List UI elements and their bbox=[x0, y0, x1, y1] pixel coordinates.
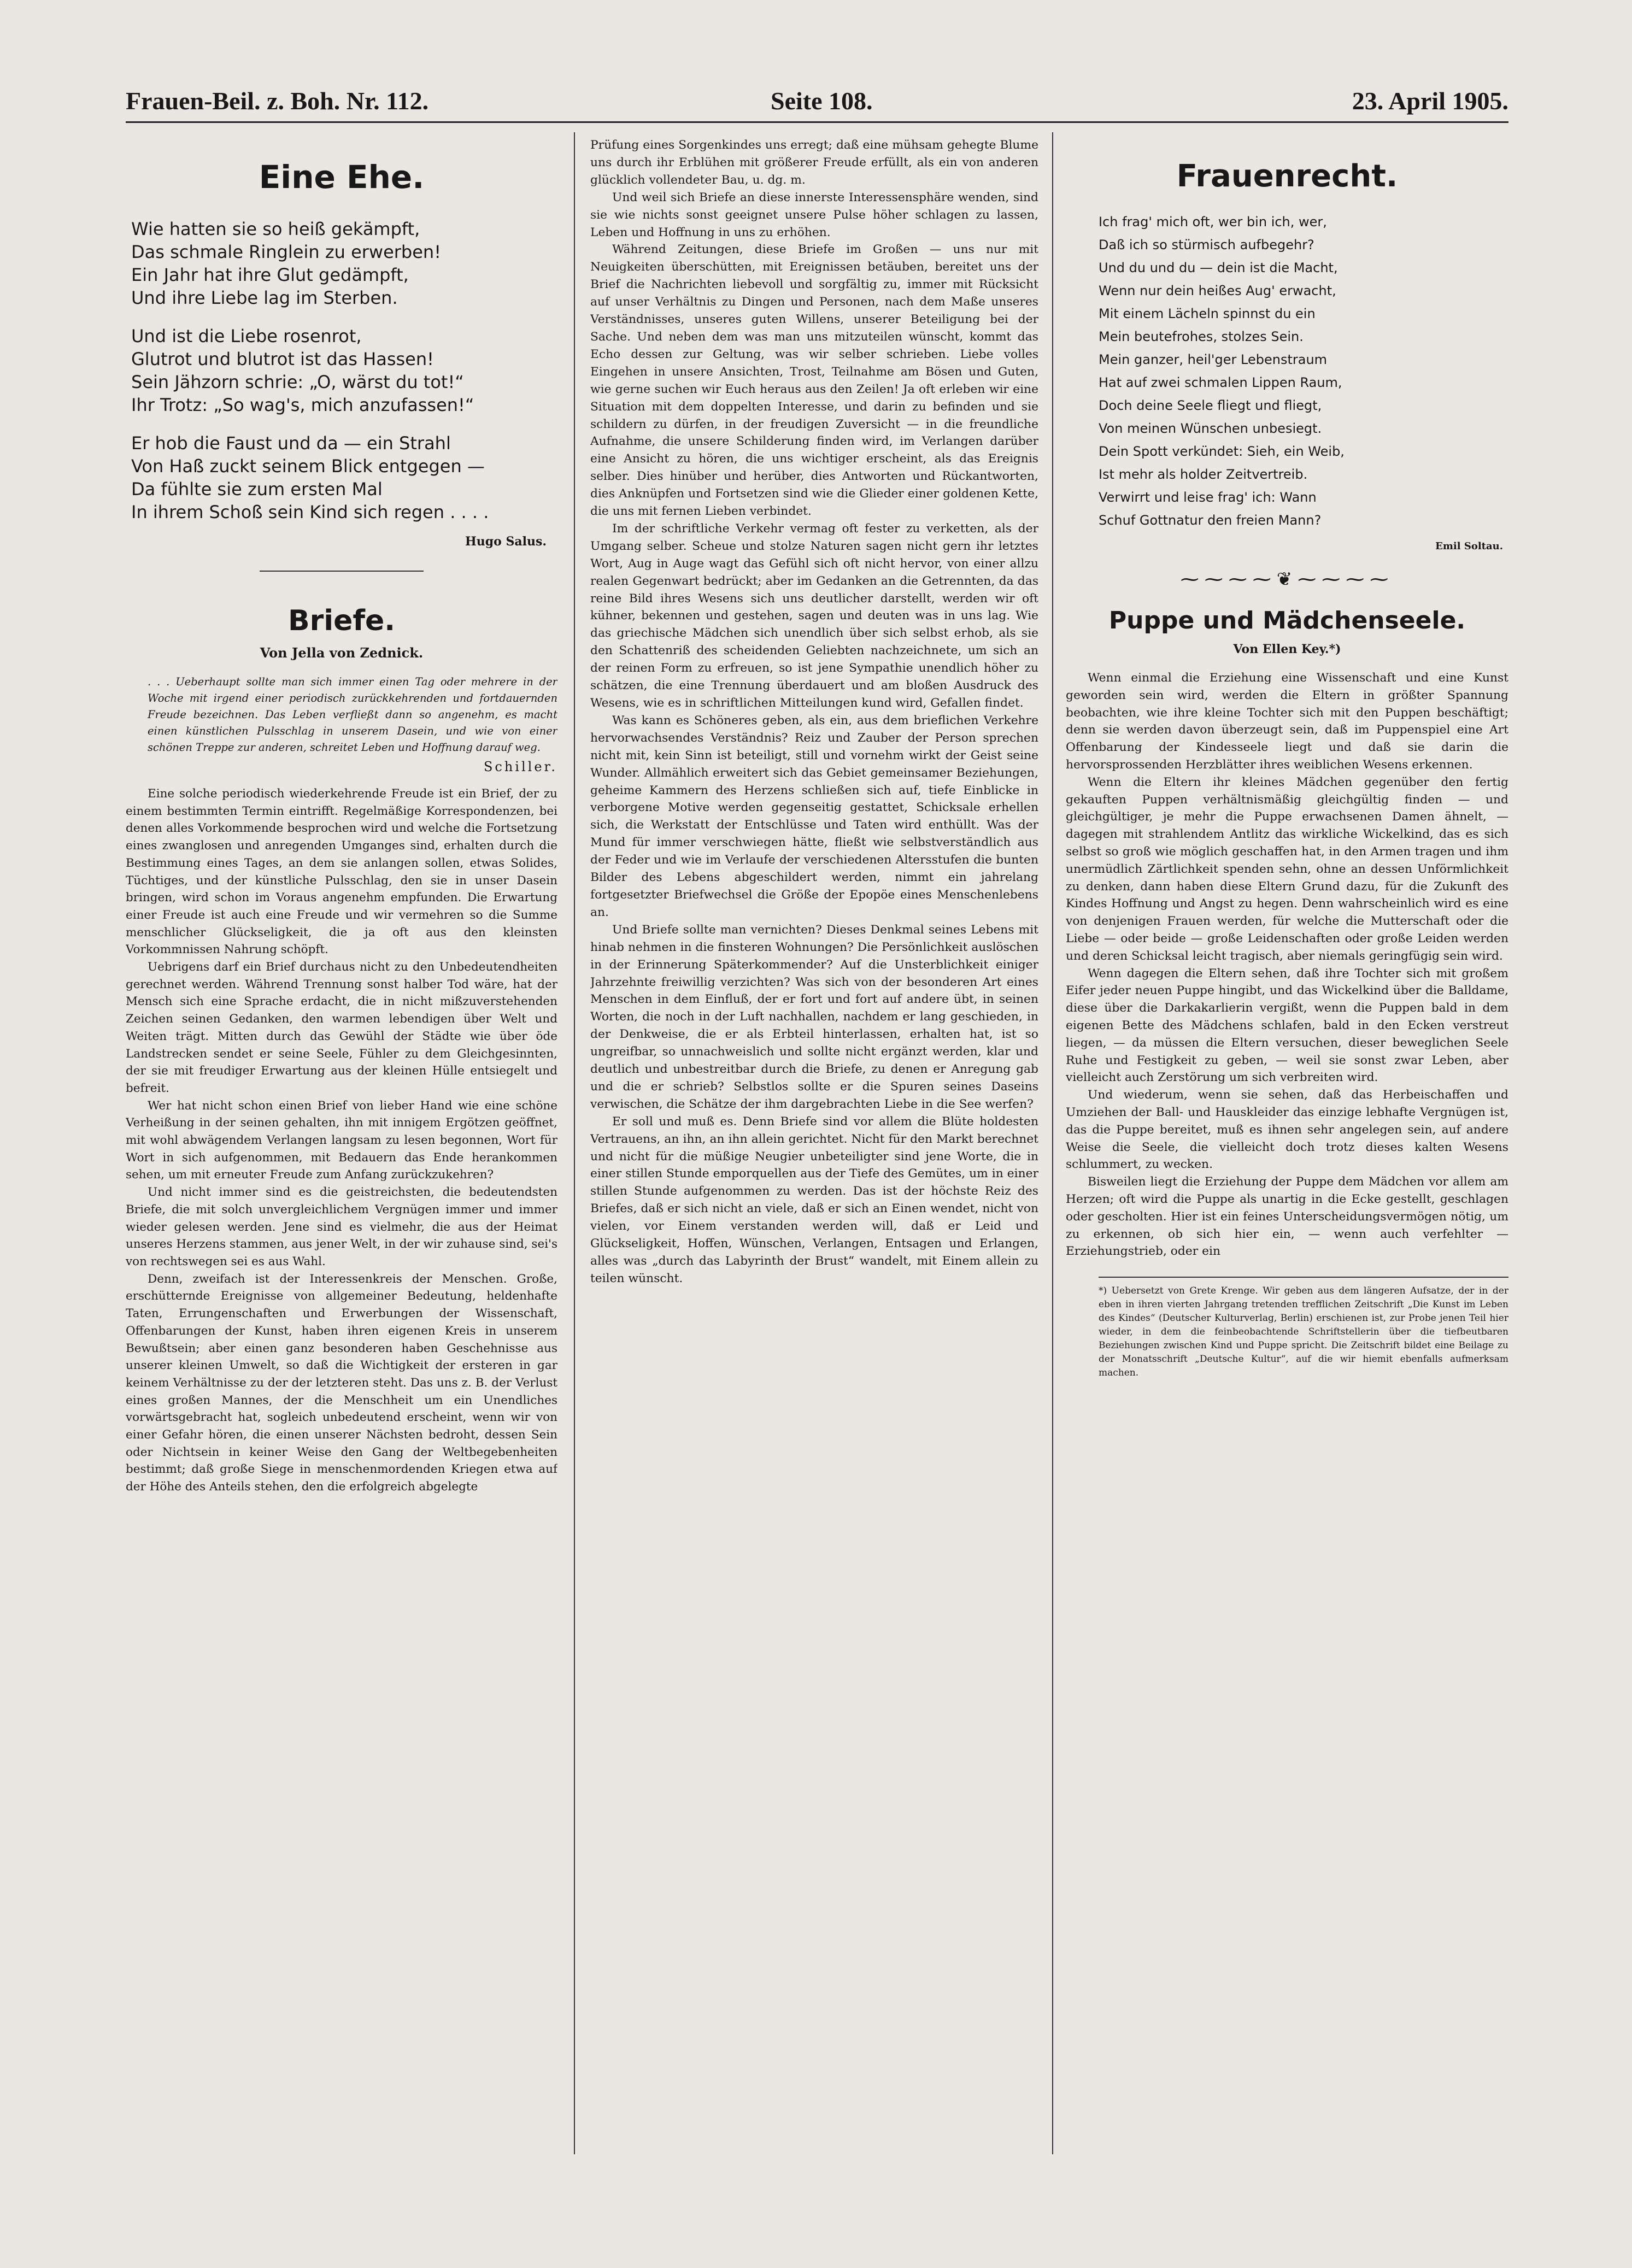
paragraph: Uebrigens darf ein Brief durchaus nicht zu den Unbedeutendheiten gerechnet werden. Während Trennung sonst halber Tod wäre, hat der Mensch sich eine Sprache erdacht, die in nicht mißzuverstehenden Zeichen seinen Gedanken, den warmen lebendigen über Welt und Weiten trägt. Mitten durch das Gewühl der Städte wie über öde Landstrecken sendet er seine Seele, Fühler zu dem Gleichgesinnten, der sie mit freudiger Erwartung aus der kleinen Hülle entsiegelt und befreit. bbox=[126, 960, 557, 1095]
paragraph: Wer hat nicht schon einen Brief von lieber Hand wie eine schöne Verheißung in der seinen gehalten, ihn mit innigem Ergötzen geöffnet, mit wohl abwägendem Verlangen langsam zu lesen begonnen, Wort für Wort in sich aufgenommen, mit Bedauern das Ende herankommen sehen, um mit erneuter Freude zum Anfang zurückzukehren? bbox=[126, 1098, 557, 1182]
poem-line: Wenn nur dein heißes Aug' erwacht, bbox=[1099, 283, 1336, 298]
essay-title-puppe: Puppe und Mädchenseele. bbox=[1108, 607, 1466, 634]
header-date: 23. April 1905. bbox=[1352, 87, 1508, 115]
paragraph: Und wiederum, wenn sie sehen, daß das Herbeischaffen und Umziehen der Ball- und Hauskleider das einzige lebhafte Vergnügen ist, das die Puppe bereitet, muß es ihnen sehr angelegen sein, auf andere Weise die Seele, die vielleicht doch trotz dieses kalten Wesens schlummert, zu wecken. bbox=[1066, 1088, 1508, 1172]
header-issue: Frauen-Beil. z. Boh. Nr. 112. bbox=[126, 87, 429, 115]
paragraph: Wenn einmal die Erziehung eine Wissenschaft und eine Kunst geworden sein wird, werden die Eltern in größter Spannung beobachten, wie ihre kleine Tochter sich mit den Puppen beschäftigt; denn sie werden davon überzeugt sein, daß im Puppenspiel eine Art Offenbarung der Kindesseele liegt und daß sie darin die hervorsprossenden Herzblätter ihres weiblichen Wesens erkennen. bbox=[1066, 671, 1508, 772]
paragraph: Denn, zweifach ist der Interessenkreis der Menschen. Große, erschütternde Ereignisse von allgemeiner Bedeutung, heldenhafte Taten, Errungenschaften und Erwerbungen der Wissenschaft, Offenbarungen der Kunst, haben ihren eigenen Kreis in unserem Bewußtsein; aber einen ganz besonderen haben Geschehnisse aus unserer kleinen Umwelt, so daß die Wichtigkeit der ersteren in gar keinem Verhältnisse zu der der letzteren steht. Das uns z. B. der Verlust eines großen Mannes, der die Menschheit um ein Unendliches vorwärtsgebracht hat, sogleich unbedeutend erscheint, wenn wir von einer Gefahr hören, die einen unserer Nächsten bedroht, dessen Sein oder Nichtsein in keiner Weise den Gang der Weltbegebenheiten bestimmt; daß große Siege in menschenmordenden Kriegen etwa auf der Höhe des Anteils stehen, den die erfolgreich abgelegte bbox=[126, 1272, 557, 1494]
essay-body-col2 bbox=[590, 137, 1038, 1288]
poem-line: Und ihre Liebe lag im Sterben. bbox=[131, 287, 398, 308]
column-3 bbox=[1066, 137, 1508, 2170]
poem-line: Doch deine Seele fliegt und fliegt, bbox=[1099, 398, 1322, 413]
poem-line: Ist mehr als holder Zeitvertreib. bbox=[1099, 467, 1308, 482]
poem-line: Von meinen Wünschen unbesiegt. bbox=[1099, 421, 1322, 436]
poem-line: Und du und du — dein ist die Macht, bbox=[1099, 260, 1338, 275]
essay-body-col1 bbox=[126, 785, 557, 1496]
poem-title-frauenrecht: Frauenrecht. bbox=[1176, 158, 1398, 194]
poem-author: Emil Soltau. bbox=[1435, 540, 1503, 552]
poem-line: Dein Spott verkündet: Sieh, ein Weib, bbox=[1099, 444, 1345, 459]
essay-byline: Von Jella von Zednick. bbox=[260, 645, 424, 661]
poem-line: Ich frag' mich oft, wer bin ich, wer, bbox=[1099, 214, 1327, 230]
poem-line: Mein ganzer, heil'ger Lebenstraum bbox=[1099, 352, 1328, 367]
paragraph: Und Briefe sollte man vernichten? Dieses Denkmal seines Lebens mit hinab nehmen in die finsteren Wohnungen? Die Persönlichkeit auslöschen in der Erinnerung Späterkommender? Auf die Unsterblichkeit einiger Jahrzehnte freiwillig verzichten? Was sich von der besonderen Art eines Menschen in dem Einfluß, der er fort und fort auf andere übt, in seinen Worten, die noch in der Luft nachhallen, nachdem er lang geschieden, in der Denkweise, die er als Erbteil hinterlassen, erhalten hat, ist so ungreifbar, so unnachweislich und sollte nicht ergänzt werden, klar und deutlich und unbestreitbar durch die Briefe, zu denen er Anregung gab und die er schrieb? Selbstlos sollte er die Spuren seines Daseins verwischen, die Schätze der ihm dargebrachten Liebe in die See werfen? bbox=[590, 923, 1038, 1111]
header-rule bbox=[126, 121, 1508, 123]
poem-title-eine-ehe: Eine Ehe. bbox=[259, 158, 425, 196]
poem-line: Schuf Gottnatur den freien Mann? bbox=[1099, 513, 1322, 528]
poem-line: Das schmale Ringlein zu erwerben! bbox=[131, 242, 442, 262]
paragraph: Er soll und muß es. Denn Briefe sind vor allem die Blüte holdesten Vertrauens, an ihn, an ihn allein gerichtet. Nicht für den Markt berechnet und nicht für die müßige Neugier unbeteiligter sind jene Worte, die in einer stillen Stunde emporquellen aus der Tiefe des Gemütes, um in einer stillen Stunde aufgenommen zu werden. Das ist der höchste Reiz des Briefes, daß er sich nicht an viele, daß er sich an Einen wendet, nicht von vielen, vor Einem verstanden werden will, daß er Leid und Glückseligkeit, Hoffen, Wünschen, Verlangen, Entsagen und Erlangen, alles was „durch das Labyrinth der Brust“ wandelt, mit Einem allein zu teilen wünscht. bbox=[590, 1114, 1038, 1285]
column-2 bbox=[590, 137, 1038, 2170]
motto-quote: . . . Ueberhaupt sollte man sich immer einen Tag oder mehrere in der Woche mit irgend einer periodisch zurückkehrenden und fortdauernden Freude bezeichnen. Das Leben verfließt dann so angenehm, es macht einen künstlichen Pulsschlag in unserem Dasein, und wie von einer schönen Treppe zur anderen, schreitet Leben und Hoffnung darauf weg. bbox=[148, 675, 557, 754]
newspaper-page bbox=[126, 82, 1508, 2191]
column-rule-1 bbox=[574, 132, 575, 2154]
ornament-divider: ⁓⁓⁓⁓❦⁓⁓⁓⁓ bbox=[1180, 568, 1394, 590]
poem-line: Er hob die Faust und da — ein Strahl bbox=[131, 433, 451, 454]
paragraph: Eine solche periodisch wiederkehrende Freude ist ein Brief, der zu einem bestimmten Termin eintrifft. Regelmäßige Korrespondenzen, bei denen alles Vorkommende besprochen wird und welche die Fortsetzung eines zwanglosen und anregenden Umganges sind, erhalten durch die Bestimmung eines Tages, an dem sie anlangen sollen, etwas Solides, Tüchtiges, und der künstliche Pulsschlag, den sie in unser Dasein bringen, wird schon im Voraus angenehm empfunden. Die Erwartung einer Freude ist auch eine Freude und wir vermehren so die Summe menschlicher Glückseligkeit, die ja oft aus den kleinsten Vorkommnissen Nahrung schöpft. bbox=[126, 787, 557, 957]
paragraph: Wenn die Eltern ihr kleines Mädchen gegenüber den fertig gekauften Puppen verhältnismäßig gleichgültig finden — und gleichgültiger, je mehr die Puppe erwachsenen Damen ähnelt, — dagegen mit strahlendem Antlitz das wirkliche Wickelkind, das es sich selbst so groß wie möglich geschaffen hat, in den Armen tragen und ihm unermüdlich Zärtlichkeit spenden sehn, ohne an dessen Unförmlichkeit zu denken, dann haben diese Eltern Grund dazu, für die Zukunft des Kindes Hoffnung und Angst zu hegen. Denn wahrscheinlich wird es eine von denjenigen Frauen werden, für welche die Mutterschaft oder die Liebe — oder beide — große Leidenschaften oder große Leiden werden und deren Schicksal leicht tragisch, aber niemals geringfügig sein wird. bbox=[1066, 775, 1508, 963]
poem-line: Ihr Trotz: „So wag's, mich anzufassen!“ bbox=[131, 395, 474, 415]
poem-eine-ehe bbox=[126, 218, 557, 524]
paragraph: Während Zeitungen, diese Briefe im Großen — uns nur mit Neuigkeiten überschütten, mit Ereignissen betäuben, bereitet uns der Brief die Nachrichten liebevoll und sorgfältig zu, immer mit Rücksicht auf unser Verhältnis zu Dingen und Personen, nach dem Maße unseres Verständnisses, unseres guten Willens, unserer Beteiligung bei der Sache. Und neben dem was man uns mitzuteilen wünscht, kommt das Echo dessen zur Geltung, was wir selber schrieben. Liebe volles Eingehen in unsere Ansichten, Trost, Teilnahme am Bösen und Guten, wie gerne suchen wir Euch heraus aus den Zeilen! Ja oft erleben wir eine Situation mit dem doppelten Interesse, und darin zu befinden und sie schildern zu dürfen, in der freudigen Zuversicht — in die freundliche Aufnahme, die unsere Schilderung finden wird, im Verlangen darüber eine Ansicht zu hören, die uns wichtiger erscheint, als das Ereignis selber. Dies hinüber und herüber, dies Antworten und Rückantworten, dies Anknüpfen und Fortsetzen sind wie die Glieder einer goldenen Kette, die uns mit fernen Lieben verbindet. bbox=[590, 243, 1038, 519]
footnote: *) Uebersetzt von Grete Krenge. Wir geben aus dem längeren Aufsatze, der in der eben in ihren vierten Jahrgang tretenden trefflichen Zeitschrift „Die Kunst im Leben des Kindes“ (Deutscher Kulturverlag, Berlin) erschienen ist, zur Probe jenen Teil hier wieder, in dem die feinbeobachtende Schriftstellerin über die tiefbeutbaren Beziehungen zwischen Kind und Puppe spricht. Die Zeitschrift bildet eine Beilage zu der Monatsschrift „Deutsche Kultur“, auf die wir hiemit ebenfalls aufmerksam machen. bbox=[1099, 1277, 1508, 1380]
poem-line: Und ist die Liebe rosenrot, bbox=[131, 326, 362, 346]
poem-line: Mein beutefrohes, stolzes Sein. bbox=[1099, 329, 1304, 344]
essay-byline: Von Ellen Key.*) bbox=[1233, 642, 1341, 656]
paragraph: Und weil sich Briefe an diese innerste Interessensphäre wenden, sind sie wie nichts sonst geeignet unsere Pulse höher schlagen zu lassen, Leben und Hoffnung in uns zu erhöhen. bbox=[590, 190, 1038, 239]
poem-line: Wie hatten sie so heiß gekämpft, bbox=[131, 219, 420, 239]
essay-body-col3 bbox=[1066, 669, 1508, 1260]
essay-title-briefe: Briefe. bbox=[287, 604, 395, 637]
poem-line: In ihrem Schoß sein Kind sich regen . . . . bbox=[131, 502, 489, 522]
poem-author: Hugo Salus. bbox=[465, 534, 547, 549]
poem-line: Glutrot und blutrot ist das Hassen! bbox=[131, 349, 434, 369]
motto-author: Schiller. bbox=[483, 759, 557, 774]
header-page-number: Seite 108. bbox=[771, 87, 873, 115]
paragraph: Prüfung eines Sorgenkindes uns erregt; daß eine mühsam gehegte Blume uns durch ihr Erblühen mit größerer Freude erfüllt, als ein von anderen glücklich vollendeter Bau, u. dg. m. bbox=[590, 138, 1038, 187]
poem-line: Da fühlte sie zum ersten Mal bbox=[131, 479, 383, 500]
paragraph: Was kann es Schöneres geben, als ein, aus dem brieflichen Verkehre hervorwachsendes Verständnis? Reiz und Zauber der Person sprechen nicht mit, kein Sinn ist beteiligt, still und vornehm wirkt der Geist seine Wunder. Allmählich erweitert sich das Gebiet gemeinsamer Beziehungen, geheime Kammern des Herzens schließen sich auf, tiefe Einblicke in verborgene Motive werden gegenseitig gestattet, Schicksale erhellen sich, die Werkstatt der Entschlüsse und Taten wird enthüllt. Was der Mund für immer verschwiegen hätte, fließt wie selbstverständlich aus der Feder und wie im Verlaufe der verschiedenen Altersstufen die bunten Bilder des Lebens abgeschildert werden, nimmt ein jahrelang fortgesetzter Briefwechsel die Größe der Epopöe eines Menschenlebens an. bbox=[590, 713, 1038, 919]
paragraph: Und nicht immer sind es die geistreichsten, die bedeutendsten Briefe, die mit solch unvergleichlichem Vergnügen immer und immer wieder gelesen werden. Jene sind es vielmehr, die aus der Heimat unseres Herzens stammen, aus jener Welt, in der wir zuhause sind, sei's von rechtswegen sei es aus Wahl. bbox=[126, 1185, 557, 1268]
poem-line: Mit einem Lächeln spinnst du ein bbox=[1099, 306, 1316, 321]
poem-line: Verwirrt und leise frag' ich: Wann bbox=[1099, 490, 1317, 505]
paragraph: Bisweilen liegt die Erziehung der Puppe dem Mädchen vor allem am Herzen; oft wird die Puppe als unartig in die Ecke gestellt, geschlagen oder gescholten. Hier ist ein feines Unterscheidungsvermögen nötig, um zu erkennen, ob sich hier ein, — wenn auch verfehlter — Erziehungstrieb, oder ein bbox=[1066, 1175, 1508, 1259]
poem-line: Von Haß zuckt seinem Blick entgegen — bbox=[131, 456, 485, 477]
poem-line: Ein Jahr hat ihre Glut gedämpft, bbox=[131, 265, 409, 285]
poem-frauenrecht bbox=[1066, 210, 1508, 532]
section-divider bbox=[260, 571, 424, 572]
page-header bbox=[126, 82, 1508, 120]
paragraph: Wenn dagegen die Eltern sehen, daß ihre Tochter sich mit großem Eifer jeder neuen Puppe hingibt, und das Wickelkind über die Balldame, diese über die Darkakarlierin vergißt, wenn die Puppen bald in dem eigenen Bette des Mädchens schlafen, bald in den Ecken verstreut liegen, — da müssen die Eltern versuchen, dieser beweglichen Seele Ruhe und Festigkeit zu geben, — weil sie sonst zwar Leben, aber vielleicht auch Zerstörung um sich verbreiten wird. bbox=[1066, 966, 1508, 1085]
poem-line: Hat auf zwei schmalen Lippen Raum, bbox=[1099, 375, 1342, 390]
paragraph: Im der schriftliche Verkehr vermag oft fester zu verketten, als der Umgang selber. Scheue und stolze Naturen sagen nicht gern ihr letztes Wort, Aug in Auge wagt das Gefühl sich oft nicht hervor, von einer allzu realen Gegenwart bedrückt; aber im Gedanken an die Getrennten, da das reine Bild ihres Wesens sich uns deutlicher darstellt, werden wir oft kühner, bekennen und gestehen, sagen und deuten was in uns lag. Wie das griechische Mädchen sich unendlich über sich selbst erhob, als sie den Schattenriß des scheidenden Geliebten nachzeichnete, um sich an der reinen Form zu erfreuen, so ist jene Sympathie unendlich höher zu schätzen, die eine Trennung überdauert und am bloßen Ausdruck des Wesens, wie es in schriftlichen Mitteilungen kund wird, Gefallen findet. bbox=[590, 521, 1038, 710]
poem-line: Sein Jähzorn schrie: „O, wärst du tot!“ bbox=[131, 372, 464, 392]
poem-line: Daß ich so stürmisch aufbegehr? bbox=[1099, 237, 1314, 252]
column-1 bbox=[126, 137, 557, 2170]
column-rule-2 bbox=[1052, 132, 1053, 2154]
